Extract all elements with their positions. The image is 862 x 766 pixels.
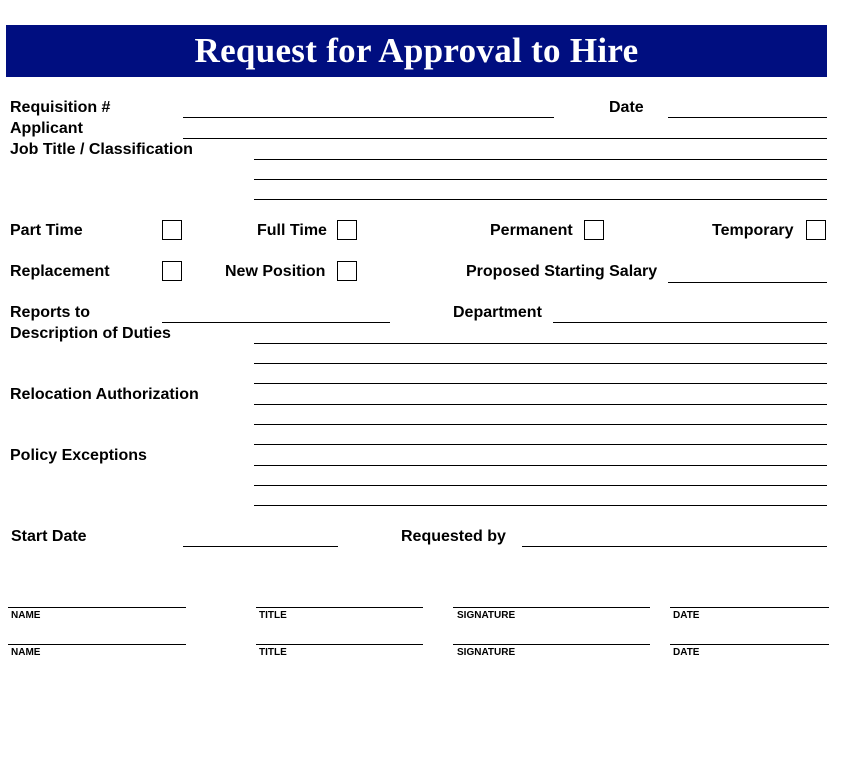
replacement-label: Replacement xyxy=(10,263,110,280)
replacement-checkbox[interactable] xyxy=(162,261,182,281)
department-field[interactable] xyxy=(553,322,827,323)
job-title-field-line-3[interactable] xyxy=(254,199,827,200)
policy-field-line-2[interactable] xyxy=(254,485,827,486)
duties-field-line-3[interactable] xyxy=(254,383,827,384)
signature-row-2-signature-field[interactable] xyxy=(453,644,650,645)
temporary-label: Temporary xyxy=(712,222,794,239)
applicant-label: Applicant xyxy=(10,120,83,137)
signature-row-1-signature-field[interactable] xyxy=(453,607,650,608)
signature-row-2-title-field[interactable] xyxy=(256,644,423,645)
requisition-field[interactable] xyxy=(183,117,554,118)
department-label: Department xyxy=(453,304,542,321)
signature-row-1-name-label: NAME xyxy=(11,610,41,621)
policy-field-line-1[interactable] xyxy=(254,465,827,466)
requisition-label: Requisition # xyxy=(10,99,111,116)
duties-field-line-2[interactable] xyxy=(254,363,827,364)
start-date-field[interactable] xyxy=(183,546,338,547)
policy-field-line-3[interactable] xyxy=(254,505,827,506)
signature-row-2-name-label: NAME xyxy=(11,647,41,658)
signature-row-2-date-field[interactable] xyxy=(670,644,829,645)
salary-field[interactable] xyxy=(668,282,827,283)
requested-by-label: Requested by xyxy=(401,528,506,545)
date-label: Date xyxy=(609,99,644,116)
permanent-checkbox[interactable] xyxy=(584,220,604,240)
date-field[interactable] xyxy=(668,117,827,118)
signature-row-2-name-field[interactable] xyxy=(8,644,186,645)
signature-row-1-date-label: DATE xyxy=(673,610,700,621)
duties-label: Description of Duties xyxy=(10,325,171,342)
job-title-label: Job Title / Classification xyxy=(10,141,193,158)
temporary-checkbox[interactable] xyxy=(806,220,826,240)
duties-field-line-1[interactable] xyxy=(254,343,827,344)
signature-row-2-signature-label: SIGNATURE xyxy=(457,647,516,658)
signature-row-1-date-field[interactable] xyxy=(670,607,829,608)
relocation-label: Relocation Authorization xyxy=(10,386,199,403)
full-time-checkbox[interactable] xyxy=(337,220,357,240)
full-time-label: Full Time xyxy=(257,222,327,239)
start-date-label: Start Date xyxy=(11,528,87,545)
signature-row-1-signature-label: SIGNATURE xyxy=(457,610,516,621)
relocation-field-line-2[interactable] xyxy=(254,424,827,425)
policy-label: Policy Exceptions xyxy=(10,447,147,464)
requested-by-field[interactable] xyxy=(522,546,827,547)
signature-row-1-name-field[interactable] xyxy=(8,607,186,608)
salary-label: Proposed Starting Salary xyxy=(466,263,658,280)
new-position-checkbox[interactable] xyxy=(337,261,357,281)
permanent-label: Permanent xyxy=(490,222,573,239)
form-title: Request for Approval to Hire xyxy=(194,31,639,70)
new-position-label: New Position xyxy=(225,263,326,280)
signature-row-1-title-field[interactable] xyxy=(256,607,423,608)
reports-to-field[interactable] xyxy=(162,322,390,323)
applicant-field[interactable] xyxy=(183,138,827,139)
signature-row-1-title-label: TITLE xyxy=(259,610,287,621)
relocation-field-line-3[interactable] xyxy=(254,444,827,445)
part-time-checkbox[interactable] xyxy=(162,220,182,240)
reports-to-label: Reports to xyxy=(10,304,90,321)
job-title-field-line-2[interactable] xyxy=(254,179,827,180)
form-title-banner xyxy=(6,25,827,77)
signature-row-2-date-label: DATE xyxy=(673,647,700,658)
part-time-label: Part Time xyxy=(10,222,83,239)
signature-row-2-title-label: TITLE xyxy=(259,647,287,658)
relocation-field-line-1[interactable] xyxy=(254,404,827,405)
job-title-field-line-1[interactable] xyxy=(254,159,827,160)
